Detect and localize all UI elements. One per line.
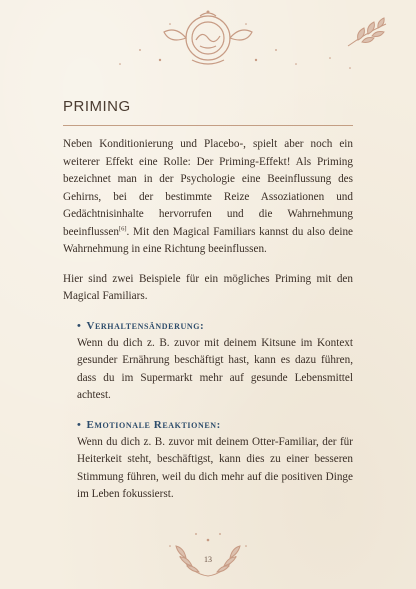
leaf-branch-icon [348,18,386,46]
intro-paragraph [63,136,353,259]
heading-divider [63,125,353,126]
citation-reference: [6] [118,224,127,232]
section-heading: PRIMING [63,98,131,115]
list-item [63,318,353,405]
intro-text-end: . Mit den Magical Familiars kannst du also deine Wahrnehmung in eine Richtung beeinflussen. [63,225,353,255]
item-title [77,417,353,434]
item-text: Wenn du dich z. B. zuvor mit deinem Otter-Familiar, der für Heiterkeit steht, beschäftigst, kann dies zu einer besseren Stimmung führen, weil du dich mehr auf die positiven Dinge im Leben fokussierst. [77,435,353,500]
page-number: 13 [204,555,212,564]
examples-lead-paragraph: Hier sind zwei Beispiele für ein mögliches Priming mit den Magical Familiars. [63,272,353,302]
list-item [63,417,353,504]
page-content [63,98,353,516]
bullet-icon: • [77,418,82,431]
item-title-text: Emotionale Reaktionen: [86,418,221,431]
otter-crest-ornament-icon [0,0,416,80]
intro-text: Neben Konditionierung und Placebo-, spielt aber noch ein weiterer Effekt eine Rolle: Der Priming-Effekt! Als Priming bezeichnet man in der Psychologie eine Beeinflussung des Gehirns, bei der bestimmte Reize Assoziationen und Gedächtnisinhalte hervorrufen und die Wahrnehmung beeinflussen [63,138,353,238]
item-text: Wenn du dich z. B. zuvor mit deinem Kitsune im Kontext gesunder Ernährung beschäftigt hast, kann es dazu führen, dass du im Supermarkt mehr auf gesunde Lebensmittel achtest. [77,336,353,401]
item-title-text: Verhaltensänderung: [86,319,205,332]
item-title [77,318,353,335]
bullet-icon: • [77,319,82,332]
